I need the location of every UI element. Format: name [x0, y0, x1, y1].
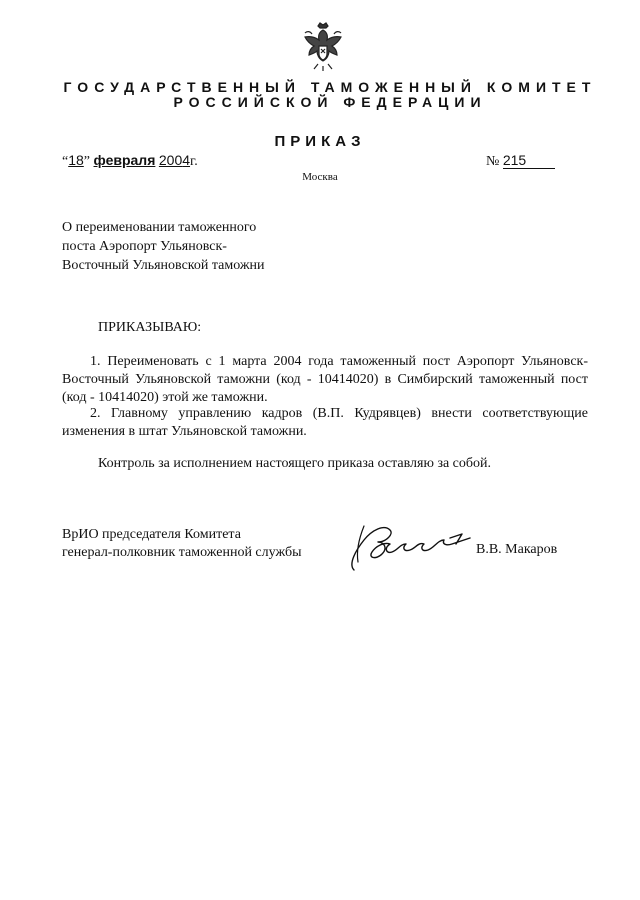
handwritten-signature — [340, 512, 480, 576]
date-year-prefix: 200 — [158, 152, 183, 168]
signatory-title-line: ВрИО председателя Комитета — [62, 527, 241, 542]
subject-line: Восточный Ульяновской таможни — [62, 258, 265, 273]
order-item-1: 1. Переименовать с 1 марта 2004 года таможенный пост Аэропорт Ульяновск-Восточный Ульяновской таможни (код - 10414020) в Симбирский таможенный пост (код - 10414020) этой же таможни. — [62, 354, 588, 405]
date-close-quote: ” — [83, 154, 91, 169]
signatory-title-line: генерал-полковник таможенной службы — [62, 545, 302, 560]
subject-line: О переименовании таможенного — [62, 220, 257, 235]
organization-name-line2: РОССИЙСКОЙ ФЕДЕРАЦИИ — [173, 94, 487, 110]
order-item-2: 2. Главному управлению кадров (В.П. Кудрявцев) внести соответствующие изменения в штат Ульяновской таможни. — [62, 406, 588, 439]
date-month: февраля — [93, 152, 156, 168]
signatory-title — [62, 526, 301, 562]
document-city: Москва — [302, 171, 338, 183]
double-headed-eagle-emblem-icon — [298, 22, 348, 72]
date-open-quote: “ — [62, 154, 69, 169]
date-day: 18 — [68, 152, 84, 168]
organization-name-line1: ГОСУДАРСТВЕННЫЙ ТАМОЖЕННЫЙ КОМИТЕТ — [63, 79, 597, 95]
subject-line: поста Аэропорт Ульяновск- — [62, 239, 227, 254]
signer-name: В.В. Макаров — [476, 542, 558, 557]
control-statement: Контроль за исполнением настоящего приказа оставляю за собой. — [98, 456, 492, 471]
document-number — [486, 152, 555, 170]
document-type-title: ПРИКАЗ — [274, 133, 366, 150]
number-label: № — [486, 154, 500, 169]
document-subject — [62, 218, 286, 275]
date-year-unit: г. — [190, 154, 198, 169]
document-date — [62, 152, 198, 170]
number-value: 215 — [503, 152, 555, 169]
order-heading: ПРИКАЗЫВАЮ: — [98, 320, 202, 335]
date-year-suffix: 4 — [182, 152, 191, 168]
